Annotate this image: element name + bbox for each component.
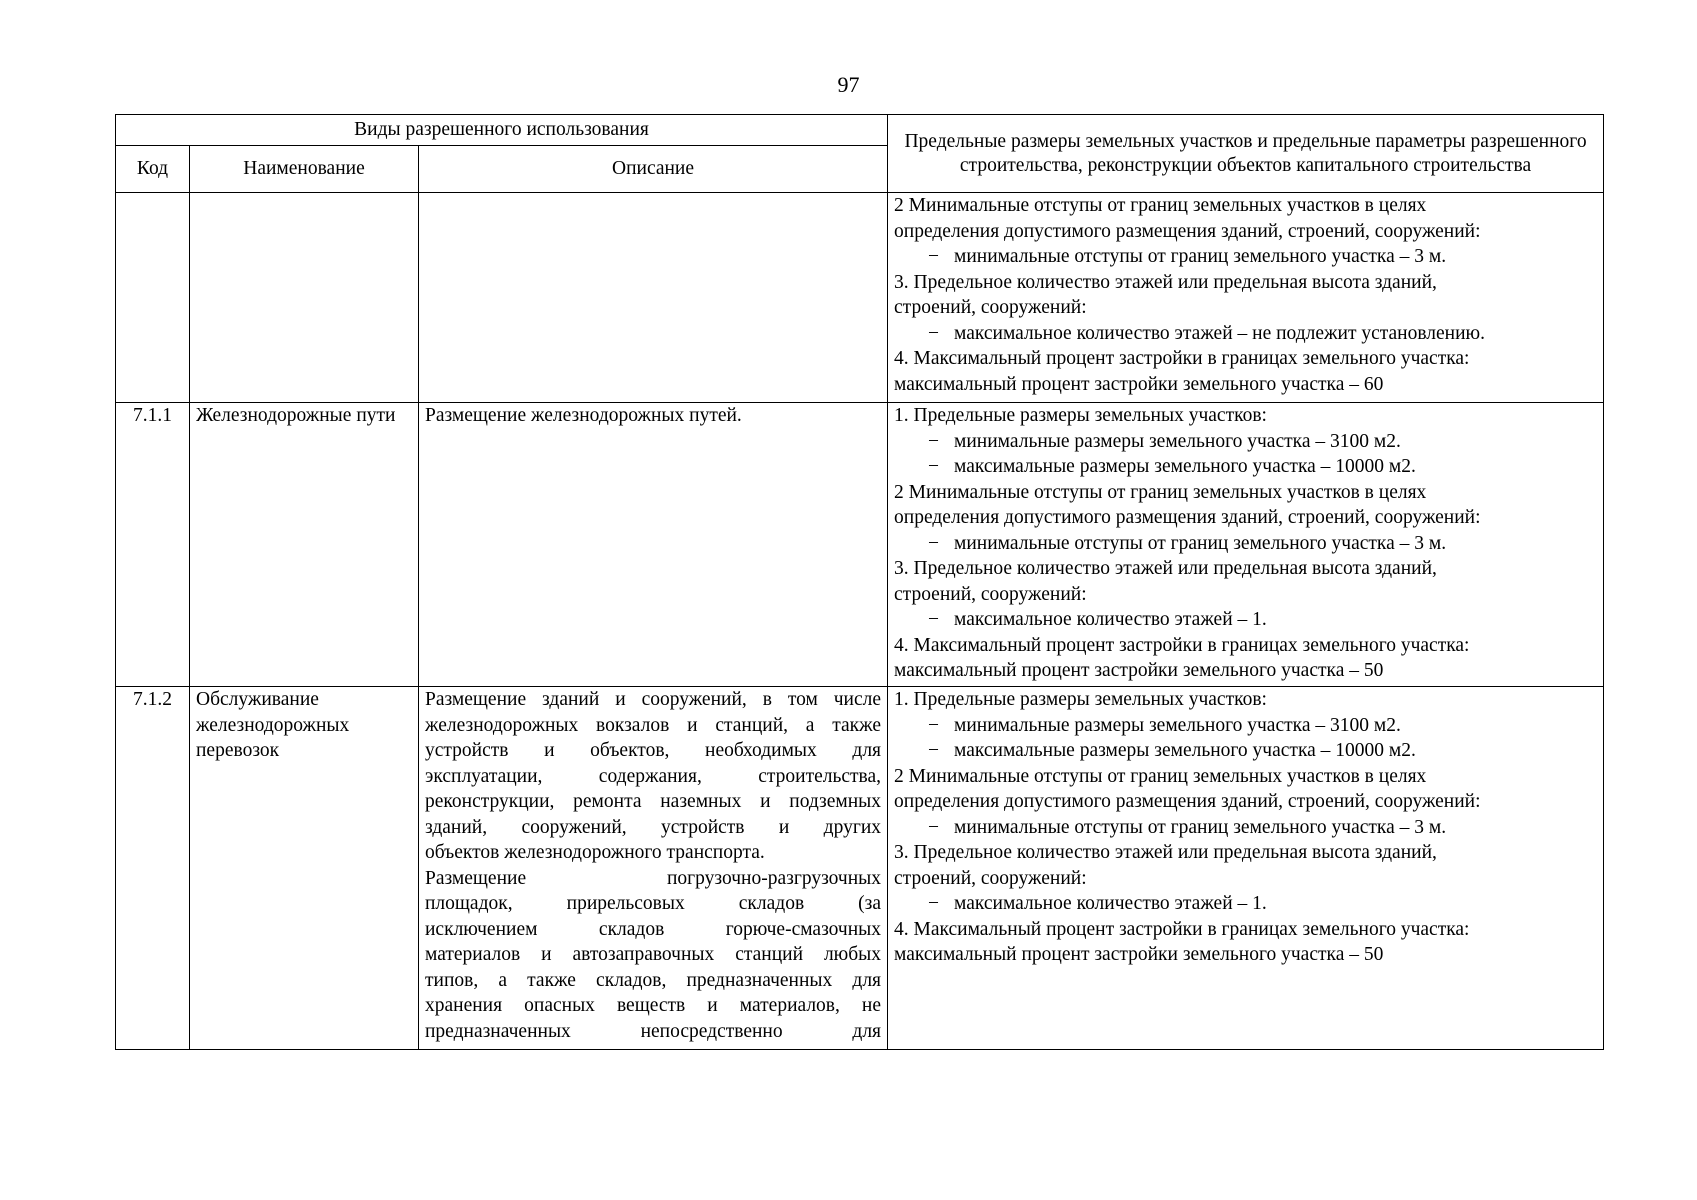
- parameter-bullet-item: [894, 454, 1597, 480]
- parameter-text: 2 Минимальные отступы от границ земельных участков в целях: [894, 765, 1427, 787]
- cell-code: 7.1.2: [116, 687, 190, 1050]
- dash-bullet-icon: −: [928, 609, 940, 630]
- cell-name: [190, 193, 419, 403]
- parameter-text: 3. Предельное количество этажей или предельная высота зданий,: [894, 271, 1437, 293]
- table-row: [116, 193, 1604, 403]
- cell-description: [419, 687, 888, 1050]
- table-row: [116, 687, 1604, 1050]
- parameter-line: [894, 866, 1597, 892]
- parameter-bullet-item: [894, 738, 1597, 764]
- parameter-text: минимальные размеры земельного участка – 3100 м2.: [954, 430, 1401, 452]
- cell-code: 7.1.1: [116, 403, 190, 687]
- cell-description: [419, 193, 888, 403]
- parameter-line: [894, 556, 1597, 582]
- dash-bullet-icon: −: [928, 532, 940, 554]
- parameter-text: 1. Предельные размеры земельных участков:: [894, 405, 1267, 426]
- parameter-line: [894, 270, 1597, 296]
- parameter-bullet-item: [894, 713, 1597, 739]
- parameter-text: максимальные размеры земельного участка – 10000 м2.: [954, 456, 1416, 477]
- dash-bullet-icon: −: [928, 816, 940, 838]
- dash-bullet-icon: −: [928, 430, 940, 452]
- dash-bullet-icon: −: [928, 714, 940, 736]
- parameter-line: [894, 193, 1597, 219]
- description-line: эксплуатации, содержания, строительства,: [425, 765, 882, 787]
- description-line: Размещение зданий и сооружений, в том числе: [425, 689, 882, 710]
- parameter-text: минимальные размеры земельного участка – 3100 м2.: [954, 714, 1401, 736]
- parameter-bullet-item: [894, 531, 1597, 557]
- land-use-table: [115, 114, 1604, 1050]
- parameter-bullet-item: [894, 815, 1597, 841]
- description-line: площадок, прирельсовых складов (за: [425, 893, 882, 914]
- cell-code: [116, 193, 190, 403]
- parameter-bullet-item: [894, 429, 1597, 455]
- parameter-line: [894, 219, 1597, 245]
- parameter-line: [894, 505, 1597, 531]
- description-line: материалов и автозаправочных станций любых: [425, 944, 882, 965]
- parameter-line: [894, 346, 1597, 372]
- parameter-line: [894, 917, 1597, 943]
- parameter-text: 2 Минимальные отступы от границ земельных участков в целях: [894, 195, 1427, 216]
- parameter-bullet-item: [894, 891, 1597, 917]
- header-name: Наименование: [190, 146, 419, 193]
- description-line: хранения опасных веществ и материалов, не: [425, 995, 882, 1016]
- parameter-text: минимальные отступы от границ земельного участка – 3 м.: [954, 532, 1447, 554]
- parameter-text: определения допустимого размещения зданий, строений, сооружений:: [894, 220, 1481, 242]
- parameter-text: минимальные отступы от границ земельного участка – 3 м.: [954, 246, 1447, 267]
- parameter-text: максимальное количество этажей – 1.: [954, 893, 1267, 914]
- parameter-text: максимальный процент застройки земельного участка – 50: [894, 660, 1384, 681]
- description-line: исключением складов горюче-смазочных: [425, 918, 882, 940]
- cell-parameters: [888, 403, 1604, 687]
- parameter-line: [894, 687, 1597, 713]
- parameter-text: 1. Предельные размеры земельных участков:: [894, 689, 1267, 710]
- table-row: [116, 403, 1604, 687]
- parameter-bullet-item: [894, 607, 1597, 633]
- parameter-text: минимальные отступы от границ земельного участка – 3 м.: [954, 816, 1447, 838]
- parameter-text: 2 Минимальные отступы от границ земельных участков в целях: [894, 481, 1427, 503]
- parameter-line: [894, 840, 1597, 866]
- description-line: устройств и объектов, необходимых для: [425, 740, 882, 761]
- description-line: Размещение погрузочно-разгрузочных: [425, 867, 882, 889]
- parameter-text: строений, сооружений:: [894, 867, 1087, 889]
- parameter-text: 3. Предельное количество этажей или предельная высота зданий,: [894, 842, 1437, 863]
- parameter-line: [894, 764, 1597, 790]
- parameter-text: определения допустимого размещения зданий, строений, сооружений:: [894, 791, 1481, 812]
- parameter-line: [894, 582, 1597, 608]
- header-limit-parameters: Предельные размеры земельных участков и предельные параметры разрешенного строительства, реконструкции объектов капитального строительства: [888, 115, 1604, 193]
- description-line: реконструкции, ремонта наземных и подземных: [425, 791, 882, 812]
- parameter-line: [894, 633, 1597, 659]
- description-line: зданий, сооружений, устройств и других: [425, 816, 882, 838]
- cell-parameters: [888, 193, 1604, 403]
- description-line: типов, а также складов, предназначенных для: [425, 969, 882, 991]
- dash-bullet-icon: −: [928, 740, 940, 761]
- parameter-line: [894, 658, 1597, 684]
- parameter-text: максимальный процент застройки земельного участка – 50: [894, 944, 1384, 965]
- page-number: 97: [837, 72, 860, 97]
- parameter-line: [894, 789, 1597, 815]
- header-description: Описание: [419, 146, 888, 193]
- parameter-text: максимальное количество этажей – 1.: [954, 609, 1267, 630]
- header-code: Код: [116, 146, 190, 193]
- parameter-bullet-item: [894, 244, 1597, 270]
- cell-name: Железнодорожные пути: [190, 403, 419, 687]
- parameter-text: 4. Максимальный процент застройки в границах земельного участка:: [894, 348, 1470, 369]
- parameter-text: максимальный процент застройки земельного участка – 60: [894, 373, 1384, 395]
- parameter-line: [894, 480, 1597, 506]
- parameter-text: 4. Максимальный процент застройки в границах земельного участка:: [894, 918, 1470, 940]
- description-line: предназначенных непосредственно для: [425, 1020, 882, 1042]
- dash-bullet-icon: −: [928, 246, 940, 267]
- cell-parameters: [888, 687, 1604, 1050]
- parameter-line: [894, 295, 1597, 321]
- cell-description: [419, 403, 888, 687]
- header-permitted-use-types: Виды разрешенного использования: [116, 115, 888, 146]
- parameter-text: 4. Максимальный процент застройки в границах земельного участка:: [894, 634, 1470, 656]
- description-line: Размещение железнодорожных путей.: [425, 405, 742, 426]
- cell-name: Обслуживание железнодорожных перевозок: [190, 687, 419, 1050]
- dash-bullet-icon: −: [928, 456, 940, 477]
- description-line: объектов железнодорожного транспорта.: [425, 842, 765, 863]
- dash-bullet-icon: −: [928, 322, 940, 344]
- parameter-line: [894, 942, 1597, 968]
- parameter-line: [894, 372, 1597, 398]
- parameter-text: 3. Предельное количество этажей или предельная высота зданий,: [894, 558, 1437, 579]
- parameter-text: строений, сооружений:: [894, 583, 1087, 605]
- parameter-text: максимальные размеры земельного участка – 10000 м2.: [954, 740, 1416, 761]
- parameter-line: [894, 403, 1597, 429]
- dash-bullet-icon: −: [928, 893, 940, 914]
- parameter-text: строений, сооружений:: [894, 297, 1087, 318]
- parameter-text: максимальное количество этажей – не подлежит установлению.: [954, 322, 1485, 344]
- description-line: железнодорожных вокзалов и станций, а также: [425, 714, 882, 736]
- parameter-text: определения допустимого размещения зданий, строений, сооружений:: [894, 507, 1481, 528]
- parameter-bullet-item: [894, 321, 1597, 347]
